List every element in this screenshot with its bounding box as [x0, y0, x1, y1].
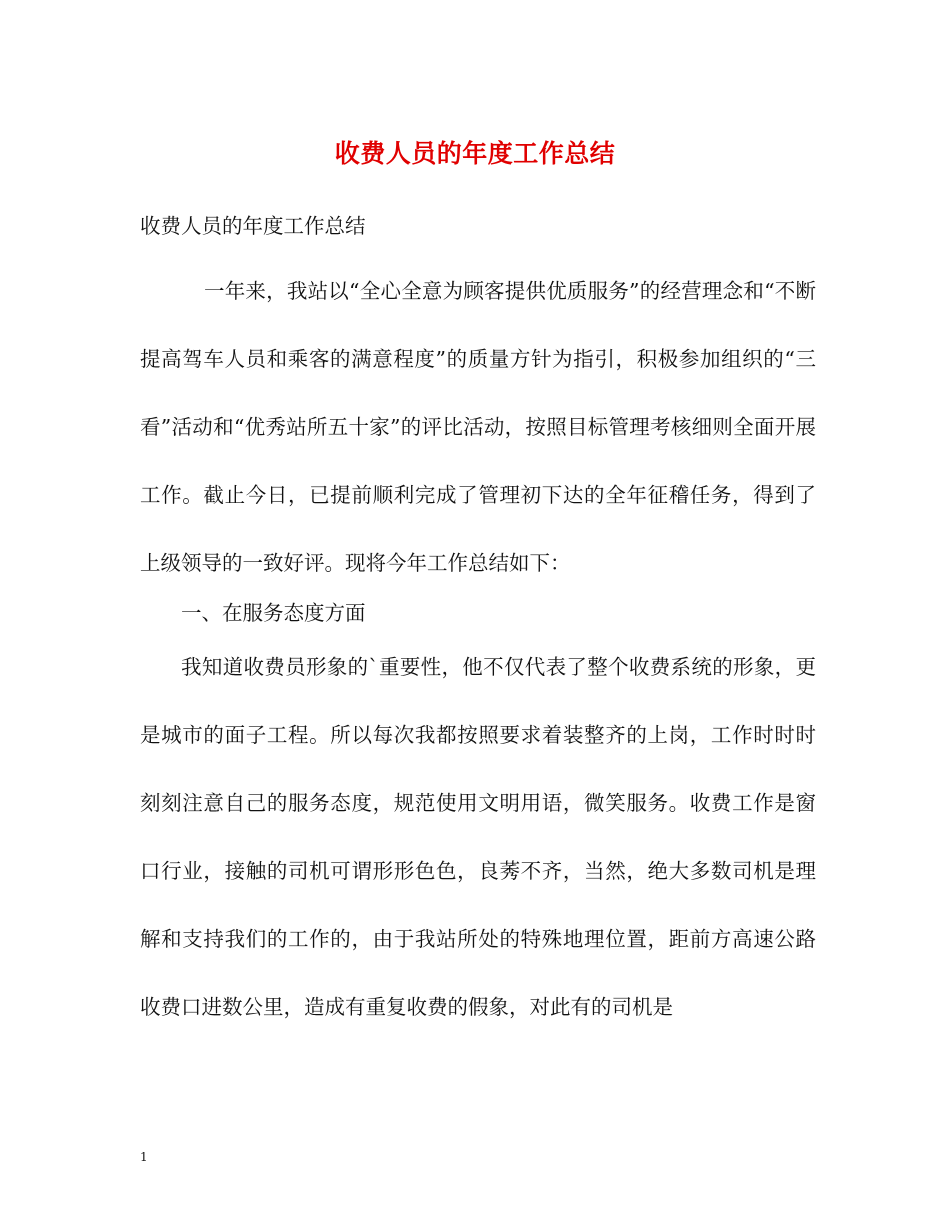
section-paragraph: 我知道收费员形象的`重要性，他不仅代表了整个收费系统的形象，更是城市的面子工程。所以每次我都按照要求着装整齐的上岗，工作时时时刻刻注意自己的服务态度，规范使用文明用语，微笑服务。收费工作是窗口行业，接触的司机可谓形形色色，良莠不齐，当然，绝大多数司机是理解和支持我们的工作的，由于我站所处的特殊地理位置，距前方高速公路收费口进数公里，造成有重复收费的假象，对此有的司机是	[140, 655, 816, 1019]
document-subtitle: 收费人员的年度工作总结	[140, 214, 366, 238]
document-title: 收费人员的年度工作总结	[334, 139, 616, 168]
intro-paragraph: 一年来，我站以“全心全意为顾客提供优质服务”的经营理念和“不断提高驾车人员和乘客的满意程度”的质量方针为指引，积极参加组织的“三看”活动和“优秀站所五十家”的评比活动，按照目标管理考核细则全面开展工作。截止今日，已提前顺利完成了管理初下达的全年征稽任务，得到了上级领导的一致好评。现将今年工作总结如下：	[140, 279, 816, 575]
page-number: 1	[140, 1150, 148, 1164]
section-heading: 一、在服务态度方面	[181, 601, 366, 625]
document-body	[140, 212, 816, 1041]
